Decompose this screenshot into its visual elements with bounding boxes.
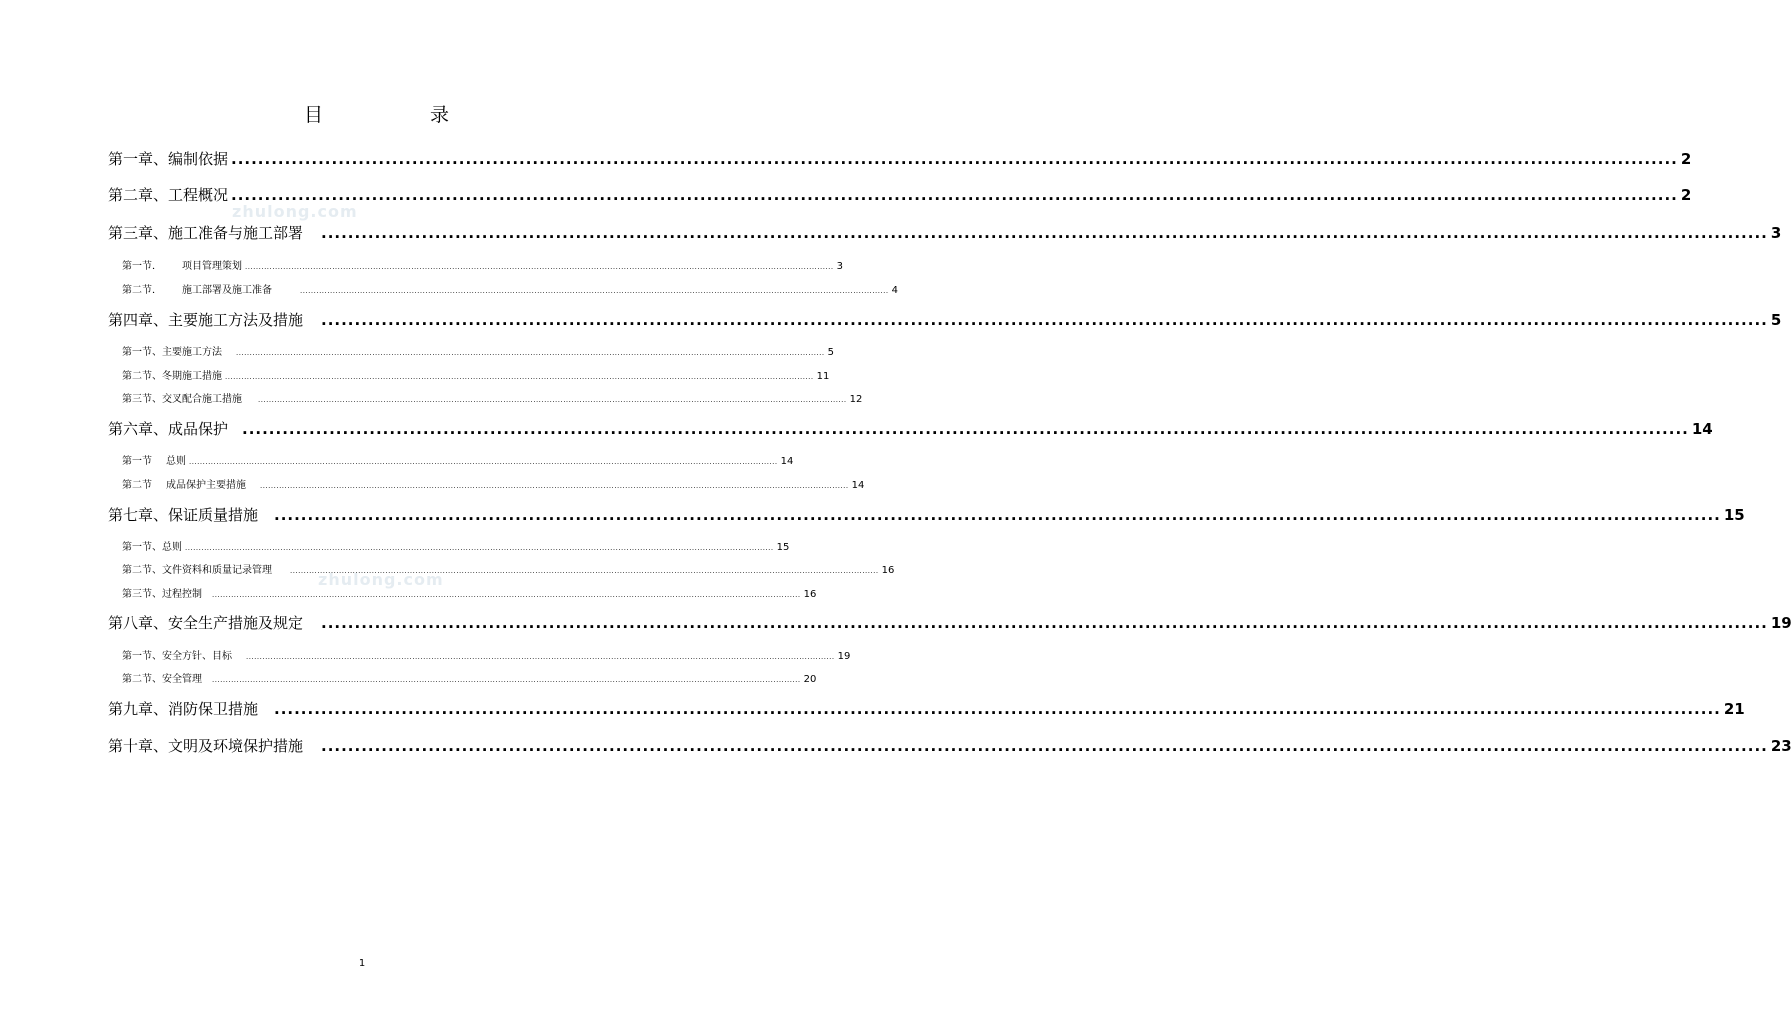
toc-entry-label: 第一章、编制依据 — [108, 150, 229, 168]
toc-leader-dots: ........................................................................................................................................................................................................................ — [212, 591, 801, 599]
toc-leader-dots: ........................................................................................................................................................................................................................ — [274, 700, 1721, 718]
toc-entry-label-title: 项目管理策划 — [182, 261, 242, 272]
toc-entry-label: 第一节． — [122, 261, 162, 272]
toc-entry-section[interactable] — [122, 670, 817, 685]
toc-entry-label: 第九章、消防保卫措施 — [108, 700, 259, 718]
watermark: zhulong.com — [232, 202, 358, 221]
toc-entry-section[interactable] — [122, 585, 817, 600]
toc-page-number: 12 — [849, 394, 863, 405]
toc-entry-label: 第六章、成品保护 — [108, 420, 229, 438]
watermark: zhulong.com — [318, 570, 444, 589]
toc-entry-section[interactable] — [122, 257, 843, 272]
toc-entry-label: 第一节、主要施工方法 — [122, 347, 222, 358]
toc-entry-label: 第二节 — [122, 480, 152, 491]
toc-leader-dots: ........................................................................................................................................................................................................................ — [231, 186, 1678, 204]
toc-entry-chapter-2[interactable] — [108, 184, 1692, 206]
toc-page-number: 11 — [816, 371, 830, 382]
toc-page-number: 21 — [1723, 700, 1745, 718]
toc-entry-chapter-9[interactable] — [108, 698, 1745, 720]
toc-entry-label: 第一节、安全方针、目标 — [122, 651, 232, 662]
toc-entry-chapter-8[interactable] — [108, 612, 1792, 634]
toc-entry-section[interactable] — [122, 452, 794, 467]
toc-entry-label-title: 施工部署及施工准备 — [182, 285, 272, 296]
toc-entry-label: 第三节、交叉配合施工措施 — [122, 394, 242, 405]
toc-entry-label: 第二节、文件资料和质量记录管理 — [122, 565, 272, 576]
page-number-footer: 1 — [358, 958, 366, 969]
toc-leader-dots: ........................................................................................................................................................................................................................ — [321, 614, 1768, 632]
toc-entry-label: 第二节、安全管理 — [122, 674, 202, 685]
toc-leader-dots: ........................................................................................................................................................................................................................ — [274, 506, 1721, 524]
toc-page-number: 19 — [1770, 614, 1792, 632]
toc-page-number: 14 — [851, 480, 865, 491]
toc-entry-label: 第三章、施工准备与施工部署 — [108, 224, 304, 242]
toc-leader-dots: ........................................................................................................................................................................................................................ — [246, 653, 835, 661]
toc-leader-dots: ........................................................................................................................................................................................................................ — [245, 263, 834, 271]
toc-entry-section[interactable] — [122, 281, 898, 296]
toc-leader-dots: ........................................................................................................................................................................................................................ — [212, 676, 801, 684]
toc-leader-dots: ........................................................................................................................................................................................................................ — [242, 420, 1689, 438]
toc-leader-dots: ........................................................................................................................................................................................................................ — [300, 287, 889, 295]
page-title — [0, 100, 724, 126]
toc-leader-dots: ........................................................................................................................................................................................................................ — [189, 458, 778, 466]
toc-page-number: 20 — [803, 674, 817, 685]
toc-page-number: 5 — [827, 347, 834, 358]
toc-entry-chapter-4[interactable] — [108, 309, 1782, 331]
toc-page-number: 5 — [1770, 311, 1782, 329]
toc-leader-dots: ........................................................................................................................................................................................................................ — [236, 349, 825, 357]
toc-entry-label: 第三节、过程控制 — [122, 589, 202, 600]
toc-entry-label: 第二节、冬期施工措施 — [122, 371, 222, 382]
toc-entry-label: 第十章、文明及环境保护措施 — [108, 737, 304, 755]
toc-leader-dots: ........................................................................................................................................................................................................................ — [321, 311, 1768, 329]
toc-leader-dots: ........................................................................................................................................................................................................................ — [321, 224, 1768, 242]
toc-entry-section[interactable] — [122, 476, 865, 491]
toc-page-number: 14 — [780, 456, 794, 467]
toc-page-number: 15 — [776, 542, 790, 553]
toc-leader-dots: ........................................................................................................................................................................................................................ — [258, 396, 847, 404]
toc-page-number: 15 — [1723, 506, 1745, 524]
toc-page-number: 3 — [836, 261, 843, 272]
toc-entry-chapter-7[interactable] — [108, 504, 1745, 526]
toc-entry-chapter-1[interactable] — [108, 148, 1692, 170]
toc-leader-dots: ........................................................................................................................................................................................................................ — [225, 373, 814, 381]
toc-entry-section[interactable] — [122, 647, 851, 662]
toc-leader-dots: ........................................................................................................................................................................................................................ — [260, 482, 849, 490]
toc-entry-label: 第七章、保证质量措施 — [108, 506, 259, 524]
toc-page-number: 16 — [881, 565, 895, 576]
toc-entry-chapter-10[interactable] — [108, 735, 1792, 757]
toc-entry-section[interactable] — [122, 538, 790, 553]
toc-entry-section[interactable] — [122, 367, 830, 382]
toc-page-number: 3 — [1770, 224, 1782, 242]
toc-entry-label: 第一节 — [122, 456, 152, 467]
toc-entry-section[interactable] — [122, 343, 834, 358]
toc-page-number: 23 — [1770, 737, 1792, 755]
toc-entry-label: 第一节、总则 — [122, 542, 182, 553]
toc-leader-dots: ........................................................................................................................................................................................................................ — [321, 737, 1768, 755]
toc-entry-section[interactable] — [122, 561, 895, 576]
toc-page-number: 14 — [1691, 420, 1713, 438]
toc-entry-section[interactable] — [122, 390, 863, 405]
toc-leader-dots: ........................................................................................................................................................................................................................ — [185, 544, 774, 552]
toc-leader-dots: ........................................................................................................................................................................................................................ — [231, 150, 1678, 168]
toc-entry-label-title: 总则 — [166, 456, 186, 467]
title-part-2: 录 — [430, 104, 450, 126]
toc-entry-chapter-3[interactable] — [108, 222, 1782, 244]
toc-entry-label: 第四章、主要施工方法及措施 — [108, 311, 304, 329]
toc-page-number: 16 — [803, 589, 817, 600]
toc-leader-dots: ........................................................................................................................................................................................................................ — [290, 567, 879, 575]
toc-entry-chapter-6[interactable] — [108, 418, 1713, 440]
title-part-1: 目 — [304, 104, 324, 126]
toc-entry-label: 第二节． — [122, 285, 162, 296]
toc-page-number: 4 — [891, 285, 898, 296]
toc-entry-label: 第二章、工程概况 — [108, 186, 229, 204]
toc-entry-label: 第八章、安全生产措施及规定 — [108, 614, 304, 632]
toc-page-number: 2 — [1680, 150, 1692, 168]
toc-page-number: 19 — [837, 651, 851, 662]
toc-page-number: 2 — [1680, 186, 1692, 204]
toc-entry-label-title: 成品保护主要措施 — [166, 480, 246, 491]
